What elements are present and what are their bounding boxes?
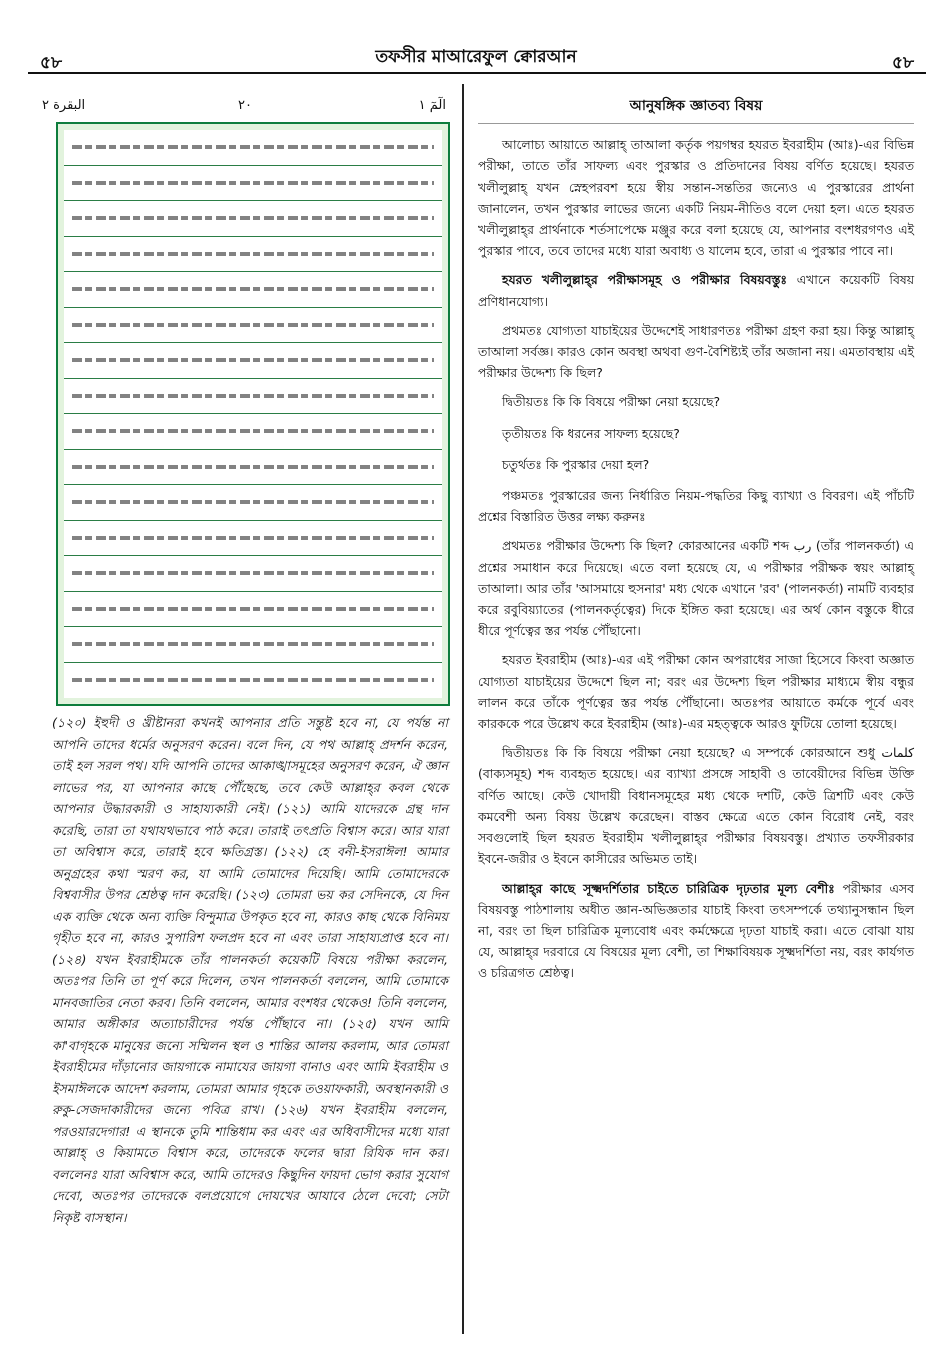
arabic-verse-line [64, 556, 442, 592]
arabic-verse-line [64, 308, 442, 344]
paragraph-8-text: পরীক্ষার এসব বিষয়বস্তু পাঠশালায় অধীত জ্ঞান-অভিজ্ঞতার যাচাই কিংবা তৎসম্পর্কে তথ্যানুসন্ধান ছিল না, বরং তা ছিল চারিত্রিক মূল্যবোধ এবং কর্মক্ষেত্রে দৃঢ়তা যাচাই করা। এতে বোঝা যায় যে, আল্লাহ্‌র দরবারে যে বিষয়ের মূল্য বেশী, তা শিক্ষাবিষয়ক সূক্ষ্মদর্শিতা নয়, বরং কার্যগত ও চরিত্রগত শ্রেষ্ঠত্ব। [478, 880, 914, 981]
question-4: চতুর্থতঃ কি পুরস্কার দেয়া হল? [502, 456, 650, 472]
commentary-paragraph-4: পঞ্চমতঃ পুরস্কারের জন্য নির্ধারিত নিয়ম-পদ্ধতির কিছু ব্যাখ্যা ও বিবরণ। এই পাঁচটি প্রশ্নের বিস্তারিত উত্তর লক্ষ্য করুনঃ [478, 488, 914, 525]
running-title: তফসীর মাআরেফুল ক্বোরআন [375, 47, 577, 67]
question-2: দ্বিতীয়তঃ কি কি বিষয়ে পরীক্ষা নেয়া হয়েছে? [502, 394, 721, 410]
juz-number: ٢٠ [238, 98, 252, 113]
arabic-verse-line [64, 130, 442, 166]
arabic-header [38, 96, 450, 120]
question-3: তৃতীয়তঃ কি ধরনের সাফল্য হয়েছে? [502, 425, 680, 441]
arabic-verse-line [64, 343, 442, 379]
arabic-verse-line [64, 450, 442, 486]
arabic-verse-line [64, 237, 442, 273]
arabic-verse-line [64, 485, 442, 521]
arabic-verse-line [64, 379, 442, 415]
arabic-verse-line [64, 414, 442, 450]
arabic-verse-line [64, 521, 442, 557]
page-number-right: ৫৮ [891, 53, 914, 73]
header-rule [28, 72, 926, 74]
arabic-verse-line [64, 166, 442, 202]
arabic-verse-line [64, 592, 442, 628]
translation-paragraph: (১২০) ইহুদী ও খ্রীষ্টানরা কখনই আপনার প্রতি সন্তুষ্ট হবে না, যে পর্যন্ত না আপনি তাদের ধর্মের অনুসরণ করেন। বলে দিন, যে পথ আল্লাহ্ প্রদর্শন করেন, তাই হল সরল পথ। যদি আপনি তাদের আকাঙ্খাসমূহের অনুসরণ করেন, ঐ জ্ঞান লাভের পর, যা আপনার কাছে পৌঁছেছে, তবে কেউ আল্লাহ্‌র কবল থেকে আপনার উদ্ধারকারী ও সাহায্যকারী নেই। (১২১) আমি যাদেরকে গ্রন্থ দান করেছি, তারা তা যথাযথভাবে পাঠ করে। তারাই তৎপ্রতি বিশ্বাস করে। আর যারা তা অবিশ্বাস করে, তারাই হবে ক্ষতিগ্রস্ত। (১২২) হে বনী-ইসরাঈল! আমার অনুগ্রহের কথা স্মরণ কর, যা আমি তোমাদের দিয়েছি। আমি তোমাদেরকে বিশ্ববাসীর উপর শ্রেষ্ঠত্ব দান করেছি। (১২৩) তোমরা ভয় কর সেদিনকে, যে দিন এক ব্যক্তি থেকে অন্য ব্যক্তি বিন্দুমাত্র উপকৃত হবে না, কারও কাছ থেকে বিনিময় গৃহীত হবে না, কারও সুপারিশ ফলপ্রদ হবে না এবং তারা সাহায্যপ্রাপ্ত হবে না। (১২৪) যখন ইবরাহীমকে তাঁর পালনকর্তা কয়েকটি বিষয়ে পরীক্ষা করলেন, অতঃপর তিনি তা পূর্ণ করে দিলেন, তখন পালনকর্তা বললেন, আমি তোমাকে মানবজাতির নেতা করব। তিনি বললেন, আমার বংশধর থেকেও! তিনি বললেন, আমার অঙ্গীকার অত্যাচারীদের পর্যন্ত পৌঁছাবে না। (১২৫) যখন আমি কা'বাগৃহকে মানুষের জন্যে সম্মিলন স্থল ও শান্তির আলয় করলাম, আর তোমরা ইবরাহীমের দাঁড়ানোর জায়গাকে নামাযের জায়গা বানাও এবং আমি ইবরাহীম ও ইসমাঈলকে আদেশ করলাম, তোমরা আমার গৃহকে তওয়াফকারী, অবস্থানকারী ও রুকু-সেজদাকারীদের জন্যে পবিত্র রাখ। (১২৬) যখন ইবরাহীম বললেন, পরওয়ারদেগার! এ স্থানকে তুমি শান্তিধাম কর এবং এর অধিবাসীদের মধ্যে যারা আল্লাহ্ ও কিয়ামতে বিশ্বাস করে, তাদেরকে ফলের দ্বারা রিযিক দান কর। বললেনঃ যারা অবিশ্বাস করে, আমি তাদেরও কিছুদিন ফায়দা ভোগ করার সুযোগ দেবো, অতঃপর তাদেরকে বলপ্রয়োগে দোযখের আযাবে ঠেলে দেবো; সেটা নিকৃষ্ট বাসস্থান। [52, 715, 448, 1225]
commentary-column [478, 96, 914, 992]
arabic-verses [64, 130, 442, 698]
column-divider [462, 84, 464, 1334]
commentary-paragraph-3: প্রথমতঃ যোগ্যতা যাচাইয়ের উদ্দেশেই সাধারণতঃ পরীক্ষা গ্রহণ করা হয়। কিন্তু আল্লাহ্ তাআলা সর্বজ্ঞ। কারও কোন অবস্থা অথবা গুণ-বৈশিষ্ট্যই তাঁর অজানা নয়। এমতাবস্থায় এই পরীক্ষার উদ্দেশ্য কি ছিল? [478, 322, 914, 381]
arabic-verse-line [64, 272, 442, 308]
commentary-paragraph-6: হযরত ইবরাহীম (আঃ)-এর এই পরীক্ষা কোন অপরাধের সাজা হিসেবে কিংবা অজ্ঞাত যোগ্যতা যাচাইয়ের উদ্দেশে ছিল না; বরং এর উদ্দেশ্য ছিল পরীক্ষার মাধ্যমে স্বীয় বন্ধুর লালন করে তাঁকে পূর্ণত্বের স্তর পর্যন্ত পৌঁছানো। অতঃপর আয়াতে কর্মকে পূর্বে এবং কারককে পরে উল্লেখ করে ইবরাহীম (আঃ)-এর মহত্ত্বকে আরও ফুটিয়ে তোলা হয়েছে। [478, 652, 914, 732]
arabic-verse-line [64, 201, 442, 237]
subheading-character: আল্লাহ্‌র কাছে সূক্ষ্মদর্শিতার চাইতে চারিত্রিক দৃঢ়তার মূল্য বেশীঃ [502, 880, 835, 896]
commentary-paragraph-7: দ্বিতীয়তঃ কি কি বিষয়ে পরীক্ষা নেয়া হয়েছে? এ সম্পর্কে কোরআনে শুধু كلمات (বাক্যসমূহ) শব্দ ব্যবহৃত হয়েছে। এর ব্যাখ্যা প্রসঙ্গে সাহাবী ও তাবেয়ীদের বিভিন্ন উক্তি বর্ণিত আছে। কেউ খোদায়ী বিধানসমূহের মধ্য থেকে দশটি, কেউ ত্রিশটি এবং কেউ কমবেশী অন্য বিষয় উল্লেখ করেছেন। বাস্তব ক্ষেত্রে এতে কোন বিরোধ নেই, বরং সবগুলোই ছিল হযরত ইবরাহীম খলীলুল্লাহ্‌র পরীক্ষার বিষয়বস্তু। প্রখ্যাত তফসীরকার ইবনে-জরীর ও ইবনে কাসীরের অভিমত তাই। [478, 745, 914, 867]
commentary-paragraph-5: প্রথমতঃ পরীক্ষার উদ্দেশ্য কি ছিল? কোরআনের একটি শব্দ رب (তাঁর পালনকর্তা) এ প্রশ্নের সমাধান করে দিয়েছে। এতে বলা হয়েছে যে, এ পরীক্ষার পরীক্ষক স্বয়ং আল্লাহ্ তাআলা। আর তাঁর 'আসমায়ে হুসনার' মধ্য থেকে এখানে 'রব' (পালনকর্তা) নামটি ব্যবহার করে রবুবিয়্যাতের (পালনকর্তৃত্বের) দিকে ইঙ্গিত করা হয়েছে। এর অর্থ কোন বস্তুকে ধীরে ধীরে পূর্ণত্বের স্তর পর্যন্ত পৌঁছানো। [478, 538, 914, 639]
commentary-paragraph-8 [478, 878, 914, 984]
paragraph-2-text: এখানে কয়েকটি বিষয় প্রণিধানযোগ্য। [478, 272, 915, 309]
arabic-verse-line [64, 663, 442, 698]
subheading-tests: হযরত খলীলুল্লাহ্‌র পরীক্ষাসমূহ ও পরীক্ষার বিষয়বস্তুঃ [502, 272, 788, 288]
quran-text-frame [56, 122, 450, 706]
juz-name: الٓمٓ ١ [418, 98, 446, 113]
commentary-paragraph-2 [478, 269, 914, 311]
arabic-verse-line [64, 627, 442, 663]
surah-label: البقرة ٢ [42, 98, 86, 113]
commentary-paragraph-1: আলোচ্য আয়াতে আল্লাহ্ তাআলা কর্তৃক পয়গম্বর হযরত ইবরাহীম (আঃ)-এর বিভিন্ন পরীক্ষা, তাতে তাঁর সাফল্য এবং পুরস্কার ও প্রতিদানের বিষয় বর্ণিত হয়েছে। হযরত খলীলুল্লাহ্ যখন স্নেহপরবশ হয়ে স্বীয় সন্তান-সন্ততির জন্যেও এ পুরস্কারের প্রার্থনা জানালেন, তখন পুরস্কার লাভের জন্যে একটি নিয়ম-নীতিও বলে দেয়া হল। এতে হযরত খলীলুল্লাহ্‌র প্রার্থনাকে শর্তসাপেক্ষে মঞ্জুর করে বলা হয়েছে যে, আপনার বংশধরগণও এই পুরস্কার পাবে, তবে তাদের মধ্যে যারা অবাধ্য ও যালেম হবে, তারা এ পুরস্কার পাবে না। [478, 137, 914, 259]
section-heading: আনুষঙ্গিক জ্ঞাতব্য বিষয় [478, 96, 914, 124]
translation-text [52, 712, 448, 1228]
page-number-left: ৫৮ [40, 53, 63, 73]
